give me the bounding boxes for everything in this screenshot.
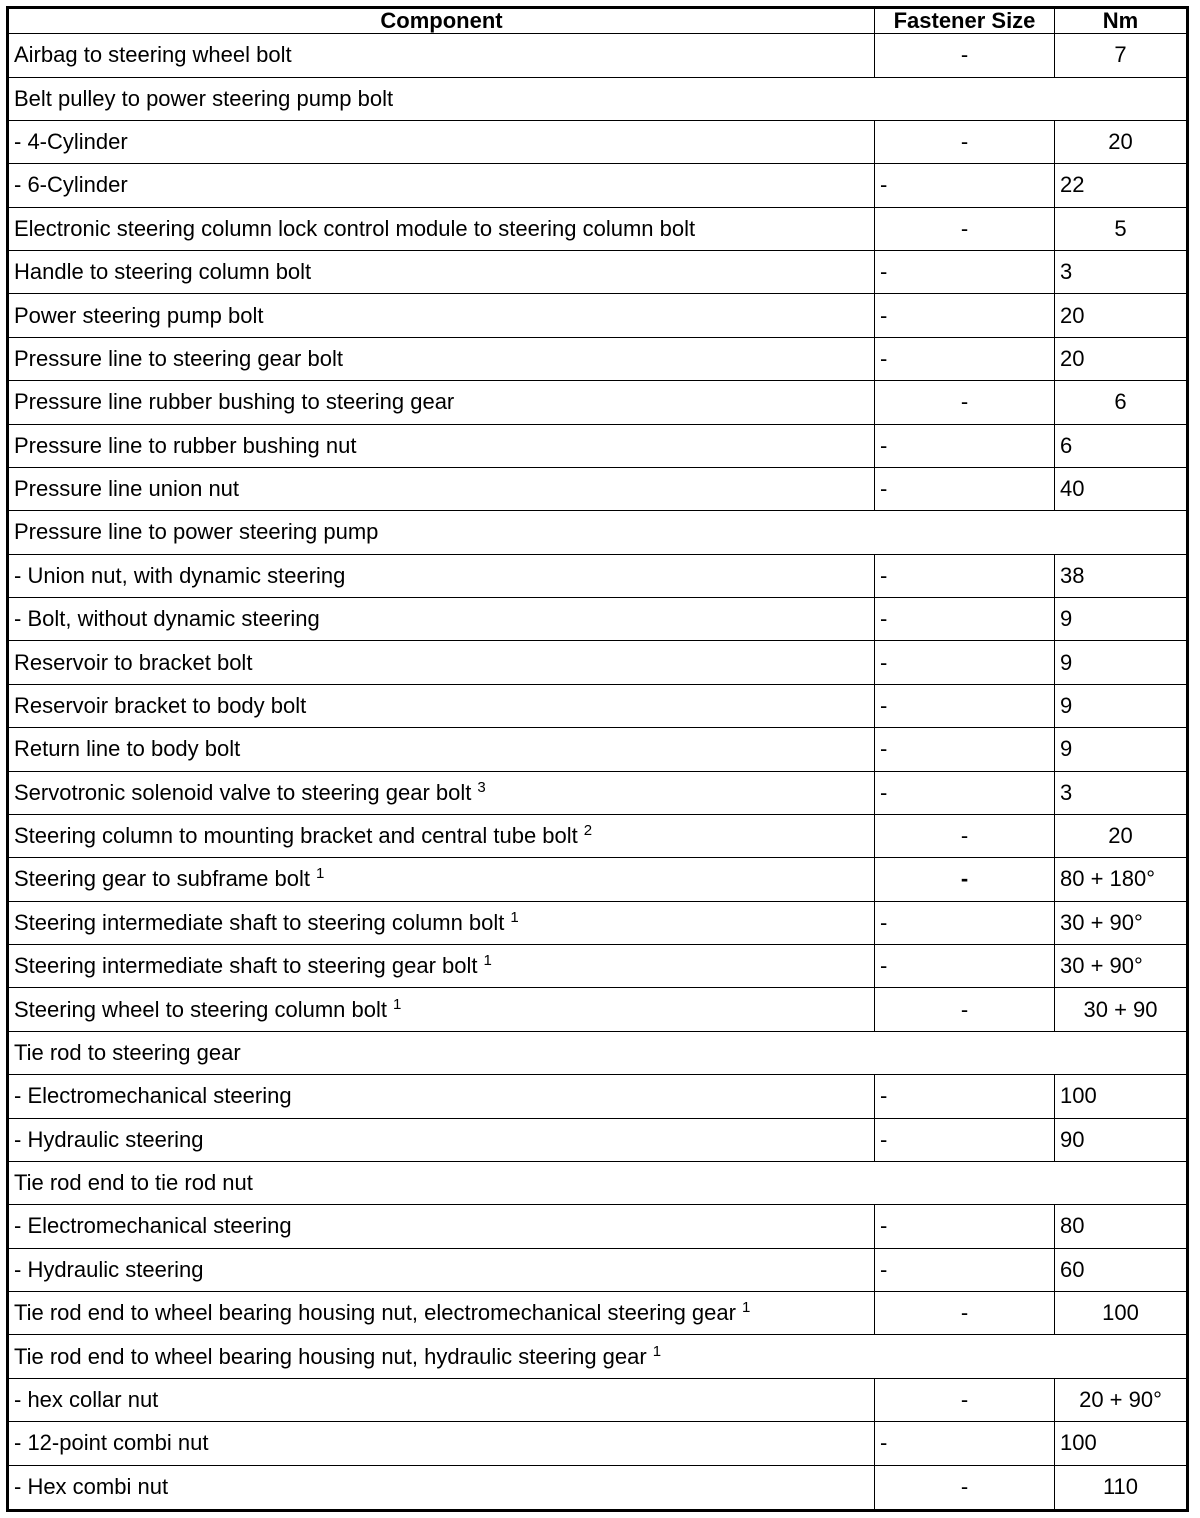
- component-text: Reservoir to bracket bolt: [14, 649, 253, 675]
- component-text: - Electromechanical steering: [14, 1083, 292, 1109]
- fastener-size-cell: -: [875, 1378, 1055, 1421]
- torque-nm-cell: 20: [1055, 337, 1188, 380]
- component-cell: [8, 641, 875, 684]
- fastener-size-cell: -: [875, 1422, 1055, 1465]
- footnote-marker: 2: [583, 822, 593, 840]
- header-nm: Nm: [1055, 8, 1188, 34]
- fastener-size-cell: -: [875, 381, 1055, 424]
- component-text: - Union nut, with dynamic steering: [14, 562, 346, 588]
- header-component: Component: [8, 8, 875, 34]
- header-row: [8, 8, 1188, 34]
- fastener-size-cell: -: [875, 598, 1055, 641]
- table-row: [8, 554, 1188, 597]
- component-text: Steering intermediate shaft to steering gear bolt: [14, 953, 478, 979]
- table-row: [8, 207, 1188, 250]
- component-text: Pressure line to rubber bushing nut: [14, 432, 357, 458]
- table-row: [8, 858, 1188, 901]
- table-row: [8, 251, 1188, 294]
- component-cell: [8, 164, 875, 207]
- fastener-size-cell: -: [875, 120, 1055, 163]
- component-cell: [8, 771, 875, 814]
- torque-nm-cell: 100: [1055, 1292, 1188, 1335]
- table-row: [8, 814, 1188, 857]
- component-text: Steering wheel to steering column bolt: [14, 996, 387, 1022]
- component-cell: [8, 554, 875, 597]
- table-row: [8, 728, 1188, 771]
- component-text: Tie rod to steering gear: [14, 1039, 241, 1065]
- torque-nm-cell: 60: [1055, 1248, 1188, 1291]
- component-cell: [8, 1292, 875, 1335]
- table-section-row: [8, 511, 1188, 554]
- component-cell: [8, 511, 1188, 554]
- table-row: [8, 294, 1188, 337]
- component-text: Electronic steering column lock control module to steering column bolt: [14, 215, 696, 241]
- fastener-size-cell: -: [875, 34, 1055, 77]
- component-cell: [8, 1118, 875, 1161]
- table-section-row: [8, 77, 1188, 120]
- component-cell: [8, 988, 875, 1031]
- fastener-size-cell: -: [875, 814, 1055, 857]
- torque-nm-cell: 20: [1055, 120, 1188, 163]
- table-row: [8, 1075, 1188, 1118]
- fastener-size-cell: -: [875, 684, 1055, 727]
- component-cell: [8, 1205, 875, 1248]
- table-row: [8, 598, 1188, 641]
- component-cell: [8, 1031, 1188, 1074]
- torque-nm-cell: 9: [1055, 598, 1188, 641]
- table-row: [8, 641, 1188, 684]
- component-cell: [8, 381, 875, 424]
- torque-nm-cell: 7: [1055, 34, 1188, 77]
- component-cell: [8, 34, 875, 77]
- component-cell: [8, 1378, 875, 1421]
- component-cell: [8, 251, 875, 294]
- table-row: [8, 1422, 1188, 1465]
- component-text: - Electromechanical steering: [14, 1213, 292, 1239]
- component-text: Tie rod end to wheel bearing housing nut, electromechanical steering gear: [14, 1300, 736, 1326]
- torque-nm-cell: 20: [1055, 294, 1188, 337]
- component-cell: [8, 1422, 875, 1465]
- torque-spec-table: [6, 6, 1189, 1512]
- component-cell: [8, 1161, 1188, 1204]
- fastener-size-cell: -: [875, 294, 1055, 337]
- torque-nm-cell: 100: [1055, 1075, 1188, 1118]
- table-row: [8, 381, 1188, 424]
- table-row: [8, 1118, 1188, 1161]
- table-row: [8, 34, 1188, 77]
- torque-nm-cell: 9: [1055, 641, 1188, 684]
- torque-nm-cell: 30 + 90°: [1055, 945, 1188, 988]
- footnote-marker: 1: [510, 908, 519, 926]
- component-text: Servotronic solenoid valve to steering gear bolt: [14, 779, 472, 805]
- footnote-marker: 1: [315, 865, 325, 883]
- component-cell: [8, 684, 875, 727]
- torque-nm-cell: 3: [1055, 251, 1188, 294]
- table-row: [8, 120, 1188, 163]
- component-text: Pressure line rubber bushing to steering gear: [14, 389, 455, 415]
- table-row: [8, 424, 1188, 467]
- component-text: Pressure line to power steering pump: [14, 519, 379, 545]
- component-cell: [8, 120, 875, 163]
- component-cell: [8, 1465, 875, 1510]
- torque-nm-cell: 30 + 90: [1055, 988, 1188, 1031]
- footnote-marker: 1: [652, 1342, 662, 1360]
- component-text: - Bolt, without dynamic steering: [14, 606, 320, 632]
- component-text: - 12-point combi nut: [14, 1430, 209, 1456]
- component-text: Steering gear to subframe bolt: [14, 866, 310, 892]
- fastener-size-cell: -: [875, 1465, 1055, 1510]
- table-section-row: [8, 1031, 1188, 1074]
- table-section-row: [8, 1335, 1188, 1378]
- torque-nm-cell: 30 + 90°: [1055, 901, 1188, 944]
- torque-nm-cell: 22: [1055, 164, 1188, 207]
- component-text: Power steering pump bolt: [14, 302, 264, 328]
- component-cell: [8, 858, 875, 901]
- component-cell: [8, 77, 1188, 120]
- torque-nm-cell: 20: [1055, 814, 1188, 857]
- fastener-size-cell: -: [875, 1118, 1055, 1161]
- footnote-marker: 1: [741, 1299, 751, 1317]
- footnote-marker: 3: [477, 778, 486, 796]
- torque-nm-cell: 110: [1055, 1465, 1188, 1510]
- component-text: Pressure line to steering gear bolt: [14, 345, 343, 371]
- fastener-size-cell: -: [875, 945, 1055, 988]
- table-row: [8, 467, 1188, 510]
- torque-nm-cell: 20 + 90°: [1055, 1378, 1188, 1421]
- component-cell: [8, 814, 875, 857]
- component-cell: [8, 207, 875, 250]
- fastener-size-cell: -: [875, 728, 1055, 771]
- table-row: [8, 988, 1188, 1031]
- fastener-size-cell: -: [875, 771, 1055, 814]
- component-text: Return line to body bolt: [14, 736, 241, 762]
- torque-nm-cell: 6: [1055, 381, 1188, 424]
- component-text: - 6-Cylinder: [14, 172, 128, 198]
- component-text: Handle to steering column bolt: [14, 259, 312, 285]
- fastener-size-cell: -: [875, 424, 1055, 467]
- table-row: [8, 164, 1188, 207]
- table-row: [8, 1205, 1188, 1248]
- footnote-marker: 1: [483, 952, 492, 970]
- component-cell: [8, 1248, 875, 1291]
- table-row: [8, 1292, 1188, 1335]
- component-cell: [8, 901, 875, 944]
- fastener-size-cell: -: [875, 554, 1055, 597]
- component-text: Tie rod end to wheel bearing housing nut, hydraulic steering gear: [14, 1343, 647, 1369]
- fastener-size-cell: -: [875, 858, 1055, 901]
- fastener-size-cell: -: [875, 164, 1055, 207]
- component-text: Tie rod end to tie rod nut: [14, 1170, 253, 1196]
- torque-nm-cell: 3: [1055, 771, 1188, 814]
- table-row: [8, 945, 1188, 988]
- fastener-size-cell: -: [875, 1075, 1055, 1118]
- component-text: Steering intermediate shaft to steering column bolt: [14, 909, 505, 935]
- component-cell: [8, 424, 875, 467]
- table-row: [8, 1248, 1188, 1291]
- fastener-size-cell: -: [875, 251, 1055, 294]
- header-fastener-size: Fastener Size: [875, 8, 1055, 34]
- component-cell: [8, 945, 875, 988]
- fastener-size-cell: -: [875, 467, 1055, 510]
- torque-nm-cell: 40: [1055, 467, 1188, 510]
- fastener-size-cell: -: [875, 337, 1055, 380]
- torque-nm-cell: 9: [1055, 684, 1188, 727]
- component-cell: [8, 294, 875, 337]
- component-cell: [8, 598, 875, 641]
- table-row: [8, 684, 1188, 727]
- torque-nm-cell: 6: [1055, 424, 1188, 467]
- fastener-size-cell: -: [875, 1292, 1055, 1335]
- table-body: [8, 34, 1188, 1511]
- torque-nm-cell: 100: [1055, 1422, 1188, 1465]
- fastener-size-cell: -: [875, 901, 1055, 944]
- component-text: Steering column to mounting bracket and central tube bolt: [14, 823, 578, 849]
- torque-nm-cell: 90: [1055, 1118, 1188, 1161]
- component-text: - 4-Cylinder: [14, 129, 128, 155]
- table-row: [8, 1378, 1188, 1421]
- component-text: - Hydraulic steering: [14, 1256, 204, 1282]
- torque-nm-cell: 80: [1055, 1205, 1188, 1248]
- fastener-size-cell: -: [875, 207, 1055, 250]
- footnote-marker: 1: [393, 995, 402, 1013]
- fastener-size-cell: -: [875, 1205, 1055, 1248]
- component-cell: [8, 1075, 875, 1118]
- fastener-size-cell: -: [875, 1248, 1055, 1291]
- component-text: - hex collar nut: [14, 1386, 159, 1412]
- component-text: Reservoir bracket to body bolt: [14, 692, 307, 718]
- torque-nm-cell: 38: [1055, 554, 1188, 597]
- table-row: [8, 771, 1188, 814]
- component-cell: [8, 728, 875, 771]
- torque-nm-cell: 5: [1055, 207, 1188, 250]
- torque-nm-cell: 9: [1055, 728, 1188, 771]
- component-text: Airbag to steering wheel bolt: [14, 42, 292, 68]
- fastener-size-cell: -: [875, 641, 1055, 684]
- table-row: [8, 901, 1188, 944]
- component-text: - Hex combi nut: [14, 1474, 169, 1500]
- component-text: Belt pulley to power steering pump bolt: [14, 85, 394, 111]
- component-cell: [8, 1335, 1188, 1378]
- torque-nm-cell: 80 + 180°: [1055, 858, 1188, 901]
- component-text: - Hydraulic steering: [14, 1126, 204, 1152]
- table-row: [8, 1465, 1188, 1510]
- table-row: [8, 337, 1188, 380]
- table-section-row: [8, 1161, 1188, 1204]
- fastener-size-cell: -: [875, 988, 1055, 1031]
- component-cell: [8, 337, 875, 380]
- component-text: Pressure line union nut: [14, 476, 240, 502]
- component-cell: [8, 467, 875, 510]
